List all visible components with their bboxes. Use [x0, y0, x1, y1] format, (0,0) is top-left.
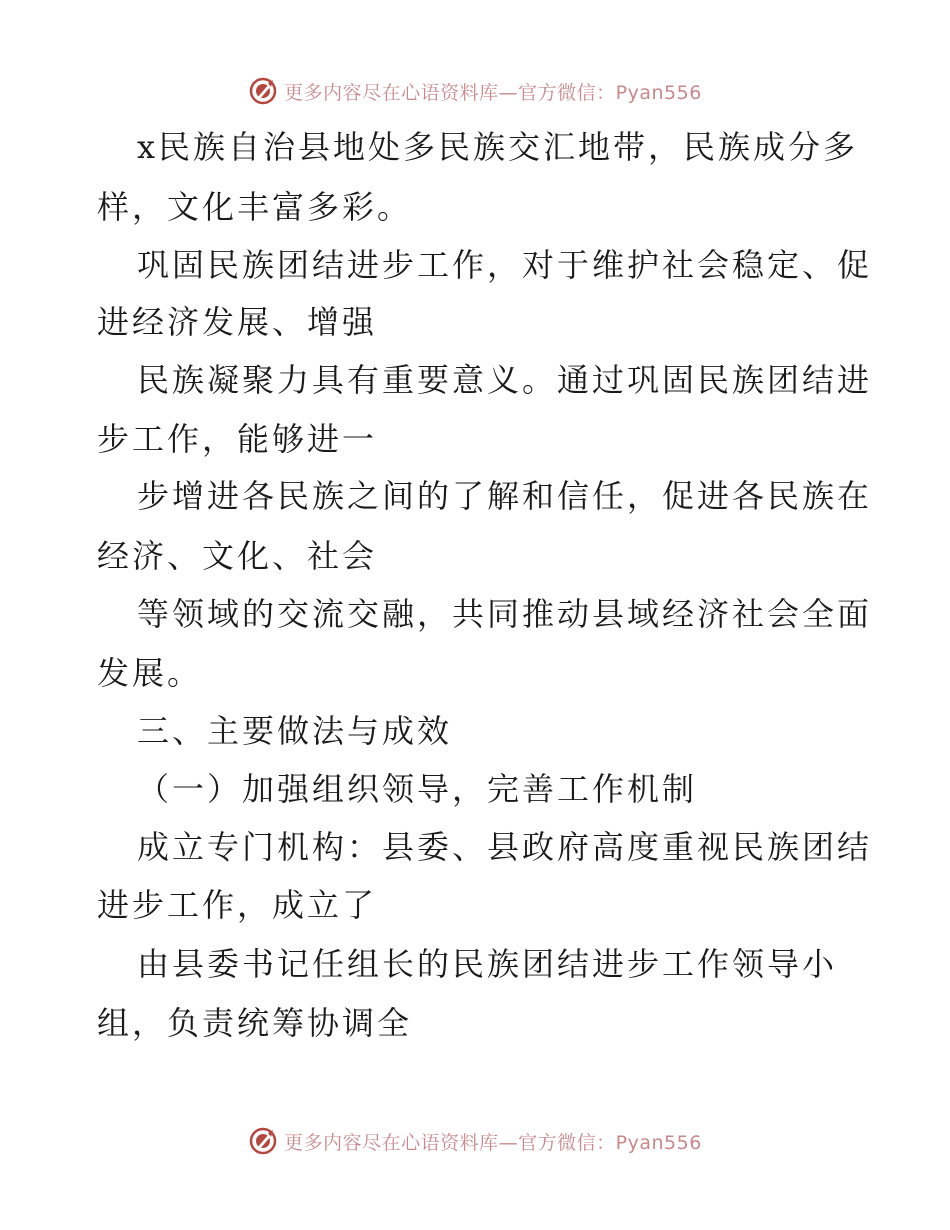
header-watermark — [0, 71, 950, 111]
subsection-heading: （一）加强组织领导，完善工作机制 — [137, 770, 698, 808]
paragraph-line: 民族凝聚力具有重要意义。通过巩固民族团结进 — [137, 361, 873, 399]
paragraph-line: 步增进各民族之间的了解和信任，促进各民族在 — [137, 477, 873, 515]
paragraph-line: 步工作，能够进一 — [97, 420, 378, 458]
paragraph-line: 进步工作，成立了 — [97, 886, 378, 924]
watermark-text: 更多内容尽在心语资料库—官方微信：Pyan556 — [284, 1131, 702, 1154]
paragraph-line: 等领域的交流交融，共同推动县域经济社会全面 — [137, 595, 873, 633]
paragraph-line: 经济、文化、社会 — [97, 537, 378, 575]
paragraph-line: 巩固民族团结进步工作，对于维护社会稳定、促 — [137, 246, 873, 284]
watermark-text: 更多内容尽在心语资料库—官方微信：Pyan556 — [284, 81, 702, 104]
pen-nib-circle-icon — [248, 76, 278, 106]
paragraph-line: x民族自治县地处多民族交汇地带，民族成分多 — [137, 128, 859, 166]
footer-watermark — [0, 1121, 950, 1161]
pen-nib-circle-icon — [248, 1126, 278, 1156]
paragraph-line: 由县委书记任组长的民族团结进步工作领导小 — [137, 945, 838, 983]
section-heading: 三、主要做法与成效 — [137, 712, 453, 750]
paragraph-line: 样，文化丰富多彩。 — [97, 188, 413, 226]
paragraph-line: 组，负责统筹协调全 — [97, 1004, 413, 1042]
paragraph-line: 发展。 — [97, 654, 203, 692]
paragraph-line: 进经济发展、增强 — [97, 303, 378, 341]
paragraph-line: 成立专门机构：县委、县政府高度重视民族团结 — [137, 828, 873, 866]
